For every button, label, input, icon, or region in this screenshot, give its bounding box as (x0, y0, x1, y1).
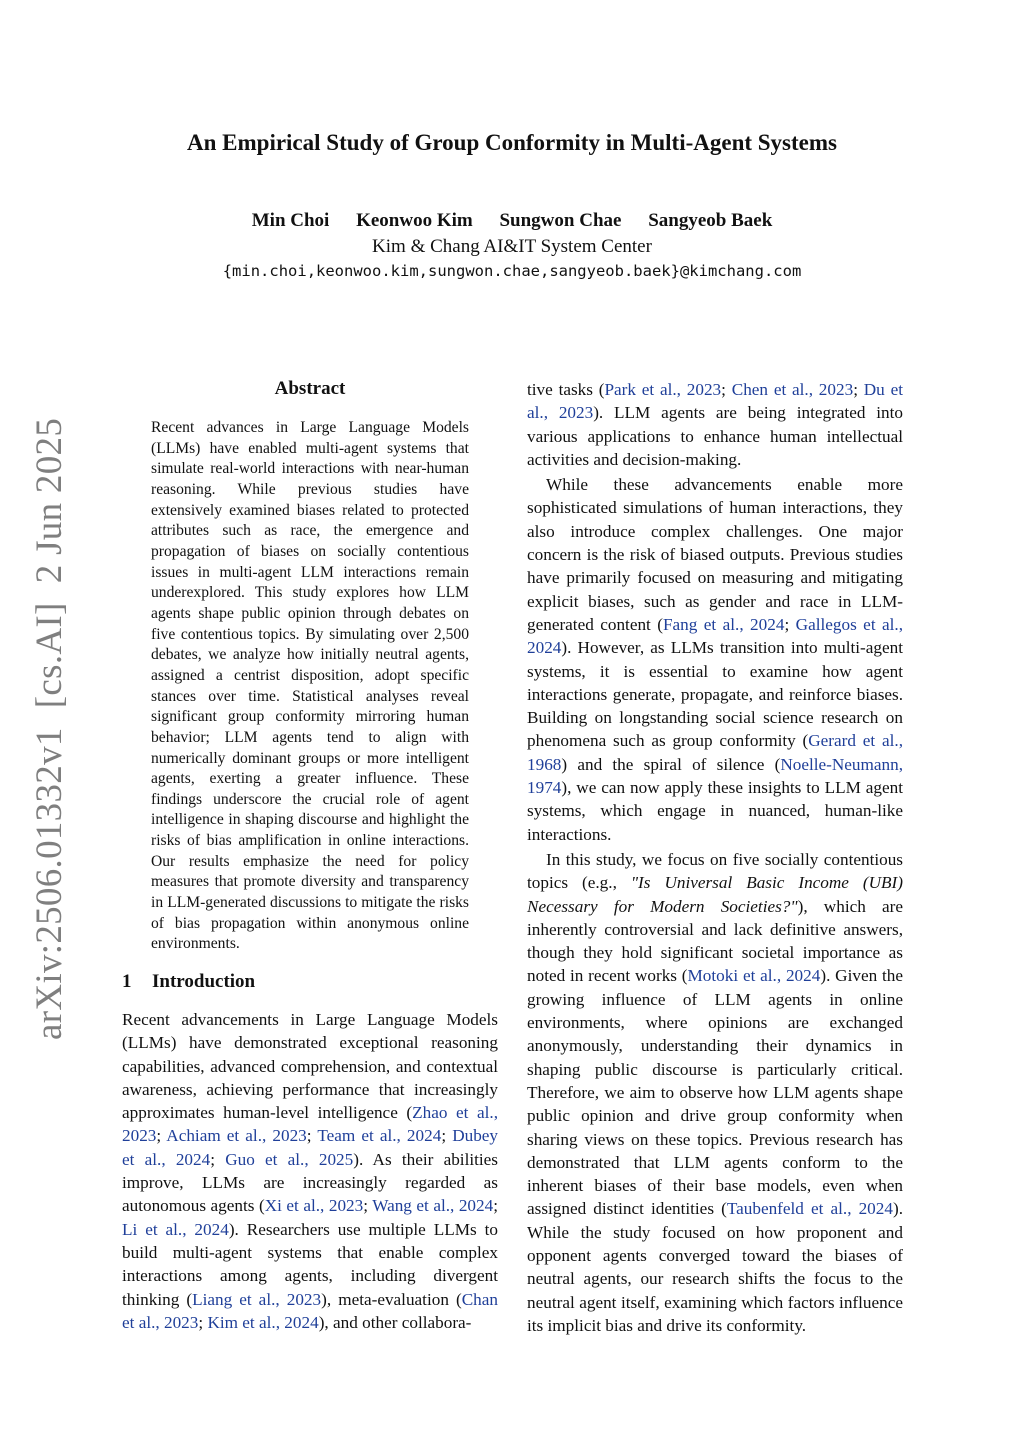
paper-title: An Empirical Study of Group Conformity in Multi-Agent Systems (187, 130, 837, 155)
section-heading (122, 971, 255, 993)
section-number: 1 (122, 971, 132, 992)
citation-link[interactable]: Xi et al., 2023 (264, 1196, 364, 1216)
citation-link[interactable]: Park et al., 2023 (604, 380, 722, 399)
paragraph: tive tasks (Park et al., 2023; Chen et al., 2023; Du et al., 2023). LLM agents are being integrated into various applications to enhance human intellectual activities and decision-making. (527, 380, 903, 469)
citation-link[interactable]: Chan et al., 2023 (122, 1289, 498, 1332)
abstract-heading: Abstract (274, 378, 346, 399)
citation-link[interactable]: Dubey et al., 2024 (122, 1126, 499, 1169)
citation-link[interactable]: Li et al., 2024 (122, 1219, 229, 1239)
citation-link[interactable]: Liang et al., 2023 (192, 1289, 322, 1309)
paragraph: While these advancements enable more sophisticated simulations of human interactions, they also introduce complex challenges. One major concern is the risk of biased outputs. Previous studies have primarily focused on measuring and mitigating explicit biases, such as gender and race in LLM-generated content (Fang et al., 2024; Gallegos et al., 2024). However, as LLMs transition into multi-agent systems, it is essential to examine how agent interactions generate, propagate, and reinforce biases. Building on longstanding social science research on phenomena such as group conformity (Gerard et al., 1968) and the spiral of silence (Noelle-Neumann, 1974), we can now apply these insights to LLM agent systems, which engage in nuanced, human-like interactions. (527, 475, 904, 844)
citation-link[interactable]: Guo et al., 2025 (225, 1149, 354, 1169)
citation-link[interactable]: Taubenfeld et al., 2024 (726, 1199, 893, 1219)
affiliation: Kim & Chang AI&IT System Center (372, 236, 652, 257)
citation-link[interactable]: Gallegos et al., 2024 (527, 614, 904, 658)
citation-link[interactable]: Chen et al., 2023 (731, 380, 854, 399)
paragraph: In this study, we focus on five socially contentious topics (e.g., "Is Universal Basic Income (UBI) Necessary for Modern Societies?"), which are inherently controversial and lack definitive answers, though they hold significant societal importance as noted in recent works (Motoki et al., 2024). Given the growing influence of LLM agents in online environments, where opinions are exchanged anonymously, understanding their dynamics in shaping public discourse is particularly critical. Therefore, we aim to observe how LLM agents shape public opinion and drive group conformity when sharing views on these topics. Previous research has demonstrated that LLM agents conform to the inherent biases of their base models, even when assigned distinct identities (Taubenfeld et al., 2024). While the study focused on how proponent and opponent agents converged toward the biases of neutral agents, our research shifts the focus to the neutral agent itself, examining which factors influence its implicit bias and drive its conformity. (527, 849, 903, 1335)
intro-left-column: Recent advancements in Large Language Models (LLMs) have demonstrated exceptional reasoning capabilities, advanced comprehension, and contextual awareness, achieving performance that increasingly approximates human-level intelligence (Zhao et al., 2023; Achiam et al., 2023; Team et al., 2024; Dubey et al., 2024; Guo et al., 2025). As their abilities improve, LLMs are increasingly regarded as autonomous agents (Xi et al., 2023; Wang et al., 2024; Li et al., 2024). Researchers use multiple LLMs to build multi-agent systems that enable complex interactions among agents, including divergent thinking (Liang et al., 2023), meta-evaluation (Chan et al., 2023; Kim et al., 2024), and other collabora- (122, 1010, 499, 1332)
citation-link[interactable]: Noelle-Neumann, 1974 (527, 754, 903, 798)
intro-right-column (527, 378, 903, 1337)
example-question: "Is Universal Basic Income (UBI) Necessary for Modern Societies?" (527, 873, 903, 916)
section-title: Introduction (152, 971, 256, 992)
citation-link[interactable]: Fang et al., 2024 (662, 614, 785, 634)
author-name: Keonwoo Kim (356, 210, 473, 231)
author-name: Sangyeob Baek (648, 210, 773, 231)
citation-link[interactable]: Zhao et al., 2023 (122, 1103, 498, 1146)
arxiv-stamp: arXiv:2506.01332v1 [cs.AI] 2 Jun 2025 (29, 417, 70, 1040)
author-list (0, 210, 1024, 232)
citation-link[interactable]: Motoki et al., 2024 (687, 966, 821, 986)
author-emails: {min.choi,keonwoo.kim,sungwon.chae,sangyeob.baek}@kimchang.com (222, 262, 802, 280)
citation-link[interactable]: Achiam et al., 2023 (166, 1126, 307, 1146)
author-name: Sungwon Chae (499, 210, 622, 231)
citation-link[interactable]: Team et al., 2024 (317, 1126, 442, 1146)
citation-link[interactable]: Du et al., 2023 (527, 380, 903, 423)
citation-link[interactable]: Gerard et al., 1968 (527, 731, 903, 774)
author-name: Min Choi (251, 210, 330, 231)
abstract-text: Recent advances in Large Language Models (LLMs) have enabled multi-agent systems that simulate real-world interactions with near-human reasoning. While previous studies have extensively examined biases related to protected attributes such as race, the emergence and propagation of biases on socially contentious issues in multi-agent LLM interactions remain underexplored. This study explores how LLM agents shape public opinion through debates on five contentious topics. By simulating over 2,500 debates, we analyze how initially neutral agents, assigned a centrist disposition, adopt specific stances over time. Statistical analyses reveal significant group conformity mirroring human behavior; LLM agents tend to align with numerically dominant groups or more intelligent agents, exerting a greater influence. These findings underscore the crucial role of agent intelligence in shaping discourse and highlight the risks of bias amplification in online interactions. Our results emphasize the need for policy measures that promote diversity and transparency in LLM-generated discussions to mitigate the risks of bias propagation within anonymous online environments. (151, 419, 469, 953)
citation-link[interactable]: Kim et al., 2024 (207, 1312, 319, 1332)
citation-link[interactable]: Wang et al., 2024 (372, 1196, 494, 1216)
